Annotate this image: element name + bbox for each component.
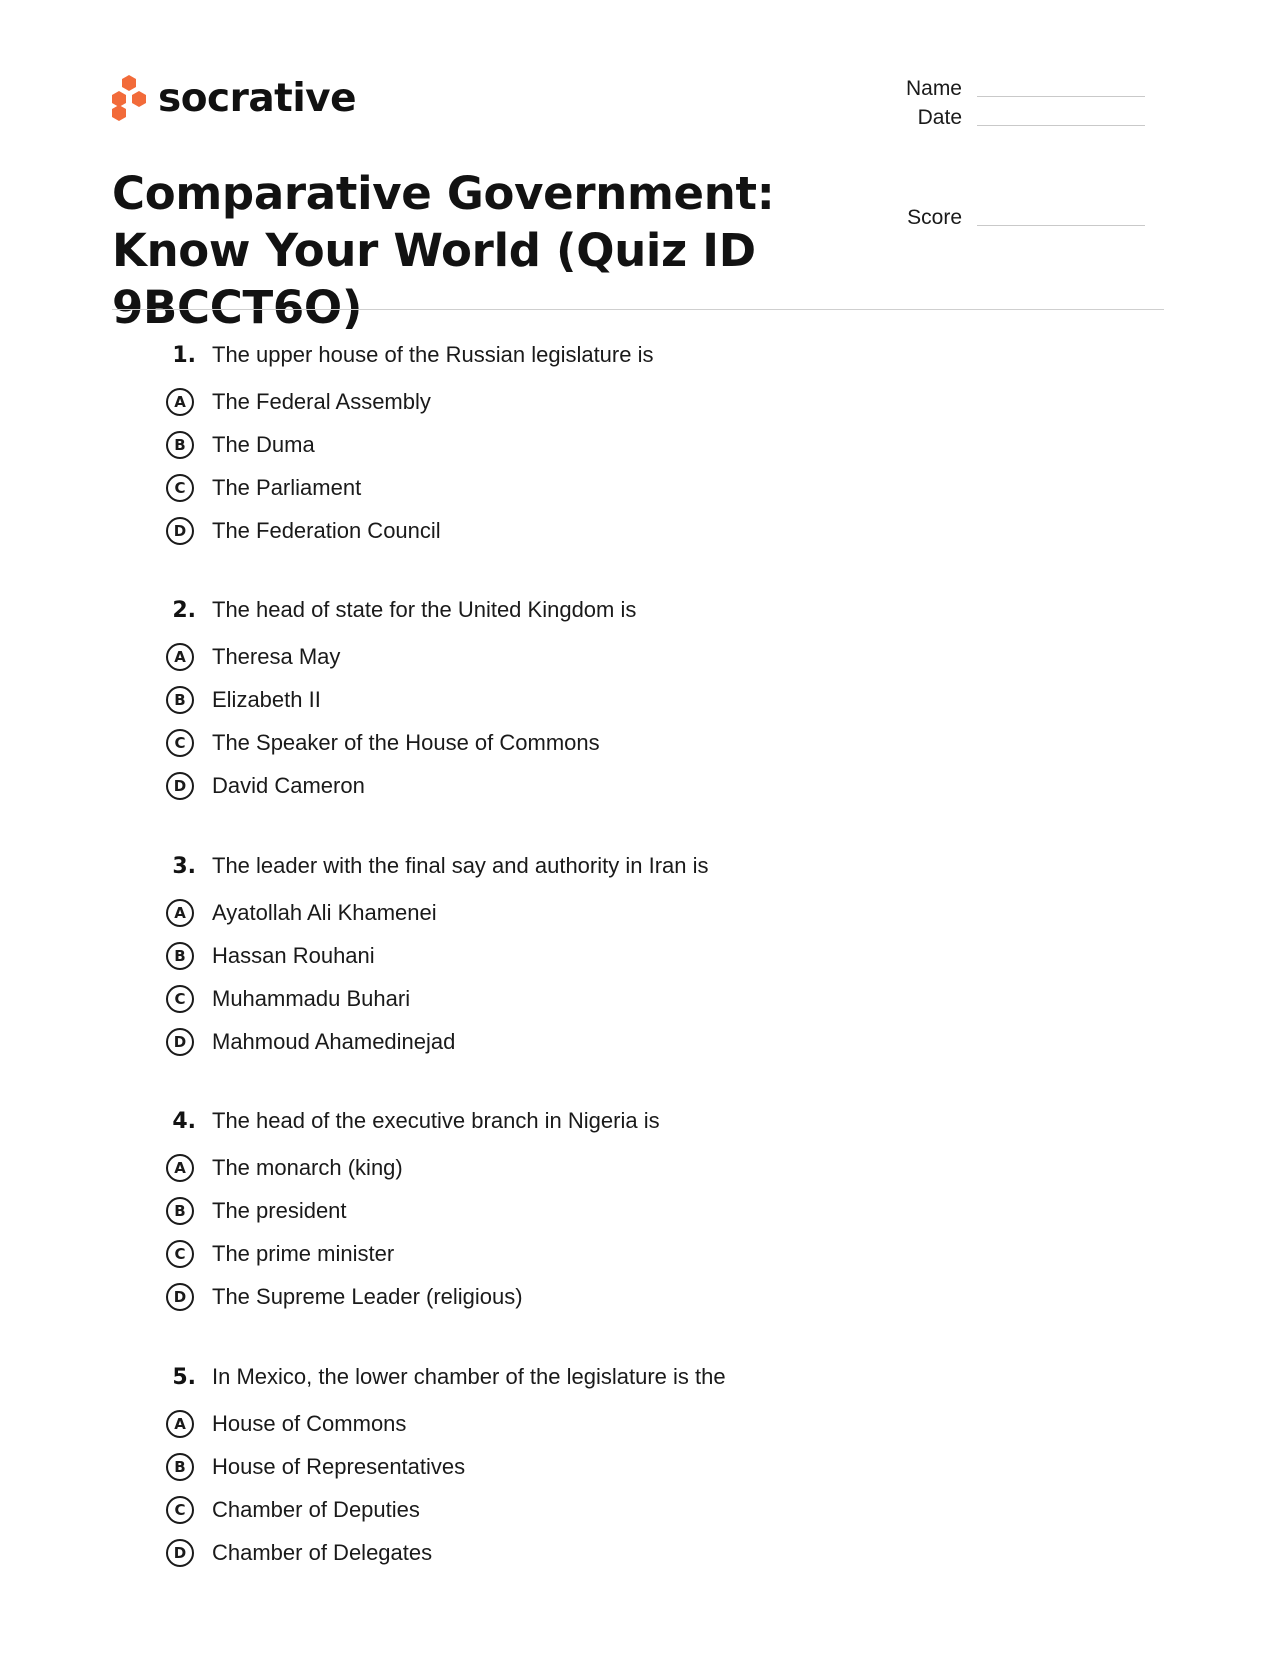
option-letter-badge: C [166,985,194,1013]
option-text: The Duma [212,431,315,457]
question-text: The leader with the final say and authority in Iran is [212,853,709,878]
name-line[interactable] [977,95,1145,97]
option-letter-badge: C [166,1240,194,1268]
option-letter-badge: B [166,431,194,459]
option-letter-badge: A [166,1154,194,1182]
option-text: Theresa May [212,643,341,669]
option-letter-badge: C [166,474,194,502]
question-text: In Mexico, the lower chamber of the legislature is the [212,1364,726,1389]
socrative-logo [110,72,356,124]
option-b[interactable] [160,1189,1060,1232]
question-2 [160,597,1060,807]
option-letter-badge: A [166,899,194,927]
option-text: The Federal Assembly [212,388,431,414]
option-d[interactable] [160,1531,1060,1574]
score-label: Score [907,206,962,229]
option-text: David Cameron [212,772,365,798]
question-number: 1. [172,343,196,368]
score-line[interactable] [977,224,1145,226]
option-b[interactable] [160,1445,1060,1488]
option-text: Chamber of Deputies [212,1496,420,1522]
option-text: House of Commons [212,1410,407,1436]
option-d[interactable] [160,764,1060,807]
option-d[interactable] [160,1275,1060,1318]
option-letter-badge: A [166,1410,194,1438]
option-text: The Speaker of the House of Commons [212,729,600,755]
option-a[interactable] [160,1146,1060,1189]
option-c[interactable] [160,466,1060,509]
header-divider [112,309,1164,310]
page-title: Comparative Government: Know Your World (Quiz ID 9BCCT6O) [112,167,775,334]
option-text: Chamber of Delegates [212,1539,433,1565]
option-a[interactable] [160,635,1060,678]
date-line[interactable] [977,124,1145,126]
option-a[interactable] [160,1402,1060,1445]
option-d[interactable] [160,1020,1060,1063]
option-text: The monarch (king) [212,1154,403,1180]
option-b[interactable] [160,678,1060,721]
date-field [872,107,1145,128]
question-5 [160,1364,1060,1574]
option-letter-badge: B [166,1453,194,1481]
option-c[interactable] [160,721,1060,764]
score-field [872,207,1145,228]
option-text: The Parliament [212,474,362,500]
question-number: 3. [172,854,196,879]
question-4 [160,1108,1060,1318]
question-number: 2. [172,598,196,623]
name-field [872,78,1145,99]
option-d[interactable] [160,509,1060,552]
option-text: The Supreme Leader (religious) [212,1283,523,1309]
option-a[interactable] [160,380,1060,423]
option-b[interactable] [160,423,1060,466]
option-text: The president [212,1197,347,1223]
option-letter-badge: B [166,942,194,970]
question-number: 4. [172,1109,196,1134]
option-letter-badge: D [166,772,194,800]
question-text: The head of the executive branch in Nigeria is [212,1108,660,1133]
question-text: The head of state for the United Kingdom is [212,597,637,622]
option-c[interactable] [160,977,1060,1020]
option-text: The prime minister [212,1240,395,1266]
option-letter-badge: D [166,1028,194,1056]
option-letter-badge: C [166,729,194,757]
option-letter-badge: D [166,1539,194,1567]
option-letter-badge: B [166,686,194,714]
question-3 [160,853,1060,1063]
question-text: The upper house of the Russian legislature is [212,342,654,367]
option-letter-badge: A [166,643,194,671]
question-number: 5. [172,1365,196,1390]
hexagon-cluster-icon [110,74,148,122]
option-text: Ayatollah Ali Khamenei [212,899,437,925]
option-text: Muhammadu Buhari [212,985,411,1011]
option-text: The Federation Council [212,517,441,543]
option-c[interactable] [160,1232,1060,1275]
logo-wordmark: socrative [158,75,357,121]
option-letter-badge: C [166,1496,194,1524]
option-c[interactable] [160,1488,1060,1531]
name-label: Name [905,77,962,100]
option-a[interactable] [160,891,1060,934]
option-b[interactable] [160,934,1060,977]
option-letter-badge: A [166,388,194,416]
option-letter-badge: B [166,1197,194,1225]
option-letter-badge: D [166,1283,194,1311]
question-1 [160,342,1060,552]
option-text: Elizabeth II [212,686,321,712]
option-text: House of Representatives [212,1453,466,1479]
option-text: Hassan Rouhani [212,942,375,968]
option-text: Mahmoud Ahamedinejad [212,1028,456,1054]
date-label: Date [917,106,962,129]
option-letter-badge: D [166,517,194,545]
